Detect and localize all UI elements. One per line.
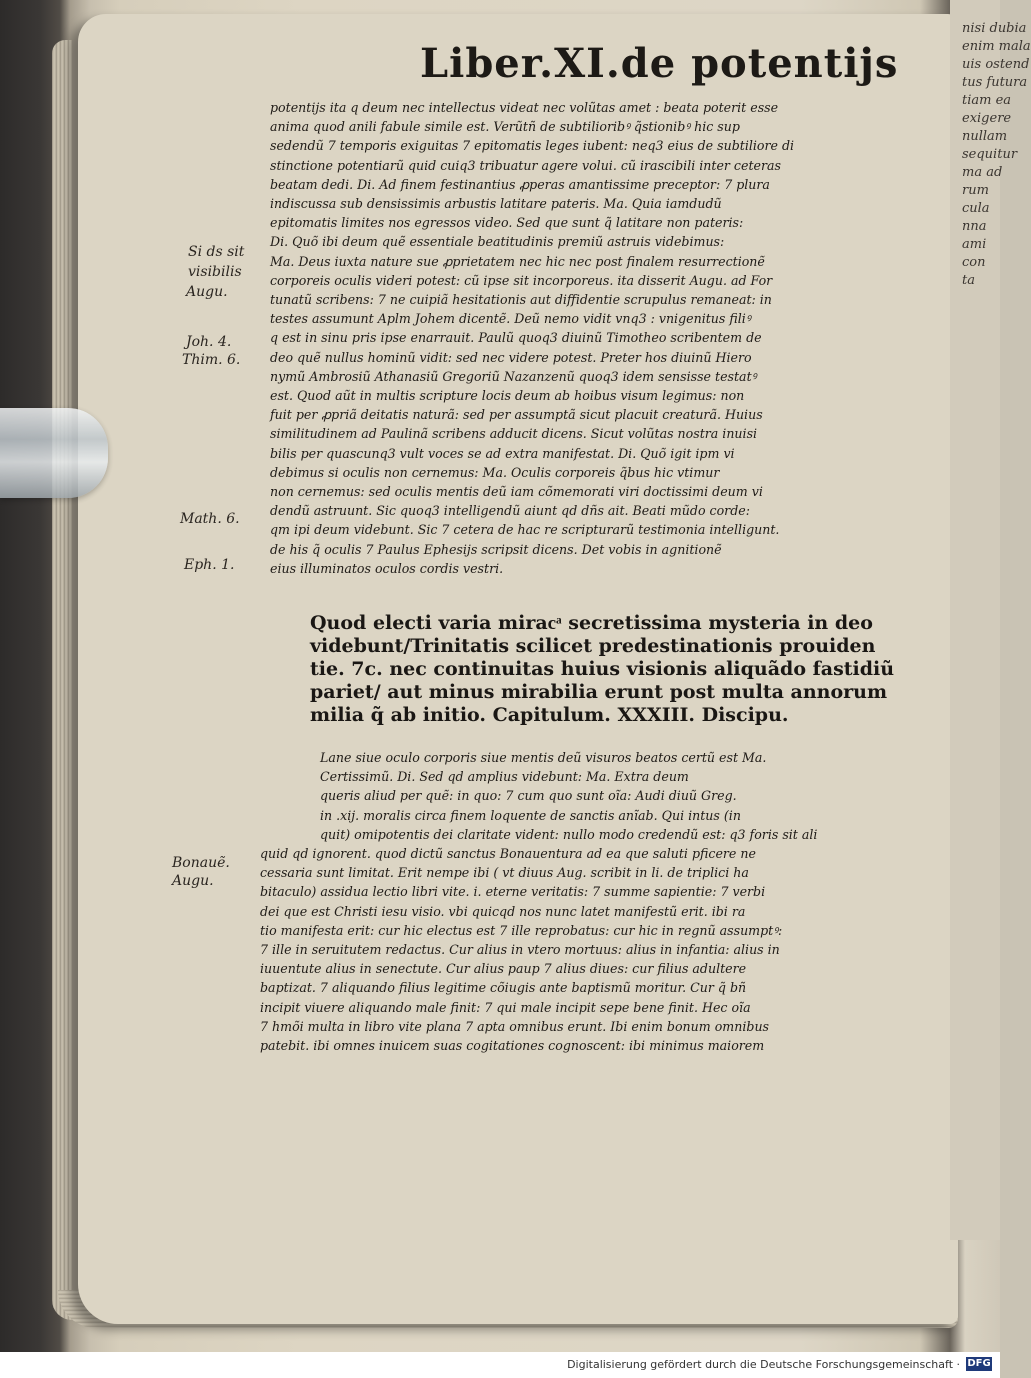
marginal-note: Augu. <box>186 284 228 300</box>
marginal-note: Math. 6. <box>180 511 240 527</box>
facing-page-text: exigere <box>962 111 1012 126</box>
facing-page-text: rum <box>962 183 989 198</box>
funding-credit: Digitalisierung gefördert durch die Deutsche Forschungsgemeinschaft · <box>567 1358 960 1371</box>
text-line: beatam dedi. Di. Ad finem festinantius ꝓperas amantissime preceptor: 7 plura <box>270 176 770 192</box>
facing-page-text: tiam ea <box>962 93 1012 108</box>
marginal-note: Thim. 6. <box>182 352 241 368</box>
text-line: debimus si oculis non cernemus: Ma. Oculis corporeis q̃bus hic vtimur <box>270 464 720 480</box>
text-line: corporeis oculis videri potest: cũ ipse sit incorporeus. ita disserit Augu. ad For <box>270 272 773 288</box>
text-line: tunatũ scribens: 7 ne cuipiã hesitationis aut diffidentie scrupulus remaneat: in <box>270 292 772 308</box>
text-line: Certissimũ. Di. Sed qd amplius videbunt: Ma. Extra deum <box>320 769 689 785</box>
marginal-note: Augu. <box>172 873 214 889</box>
text-line: patebit. ibi omnes inuicem suas cogitationes cognoscent: ibi minimus maiorem <box>260 1038 765 1054</box>
text-line: deo quẽ nullus hominũ vidit: sed nec videre potest. Preter hos diuinũ Hiero <box>270 349 752 365</box>
facing-page-text: nisi dubia <box>962 21 1027 36</box>
dfg-logo: DFG <box>967 1358 991 1369</box>
text-line: videbunt/Trinitatis scilicet predestinationis prouiden <box>310 635 876 657</box>
text-line: non cernemus: sed oculis mentis deũ iam cõmemorati viri doctissimi deum vi <box>270 484 763 500</box>
marginal-note: Si ds sit <box>188 244 245 260</box>
chapter-heading <box>310 612 895 727</box>
text-line: in .xij. moralis circa finem loquente de sanctis anĩab. Qui intus (in <box>320 807 741 823</box>
text-line: quit) omipotentis dei claritate vident: nullo modo credendũ est: q3 foris sit ali <box>320 826 818 842</box>
text-line: testes assumunt Aplm Johem dicentẽ. Deũ nemo vidit vnq3 : vnigenitus filiꝰ <box>270 311 751 327</box>
facing-page-text: enim mala <box>962 39 1031 54</box>
marginal-note: visibilis <box>188 264 242 280</box>
facing-page-text: tus futura <box>962 75 1028 90</box>
text-line: de his q̃ oculis 7 Paulus Ephesijs scripsit dicens. Det vobis in agnitionẽ <box>270 541 722 557</box>
text-line: 7 ille in seruitutem redactus. Cur alius in vtero mortuus: alius in infantia: alius in <box>260 942 780 958</box>
text-line: dendũ astruunt. Sic quoq3 intelligendũ aiunt qd dñs ait. Beati mũdo corde: <box>270 503 750 519</box>
facing-page-fragment <box>950 0 1031 1240</box>
text-line: qm ipi deum videbunt. Sic 7 cetera de hac re scripturarũ testimonia intelligunt. <box>270 522 780 538</box>
facing-page-text: nullam <box>962 129 1008 144</box>
facing-page-text: sequitur <box>962 147 1018 162</box>
footer-bar <box>0 1352 1000 1378</box>
text-line: eius illuminatos oculos cordis vestri. <box>270 560 504 576</box>
text-line: tio manifesta erit: cur hic electus est 7 ille reprobatus: cur hic in regnũ assumptꝰ: <box>260 922 783 938</box>
text-block-lower <box>260 748 870 1055</box>
text-line: Di. Quõ ibi deum quẽ essentiale beatitudinis premiũ astruis videbimus: <box>270 234 725 250</box>
text-line: quid qd ignorent. quod dictũ sanctus Bonauentura ad ea que saluti pficere ne <box>260 846 756 862</box>
text-line: Lane siue oculo corporis siue mentis deũ visuros beatos certũ est Ma. <box>320 750 767 765</box>
facing-page-text: ami <box>962 237 987 252</box>
facing-page-text: uis ostend <box>962 57 1030 72</box>
page-stack-left-edge <box>52 40 72 1320</box>
text-line: incipit viuere aliquando male finit: 7 qui male incipit sepe bene finit. Hec oĩa <box>260 999 751 1015</box>
text-line: queris aliud per quẽ: in quo: 7 cum quo sunt oĩa: Audi diuũ Greg. <box>320 788 737 804</box>
facing-page-text: cula <box>962 201 990 216</box>
text-line: baptizat. 7 aliquando filius legitime cõiugis ante baptismũ moritur. Cur q̃ bñ <box>260 980 747 996</box>
text-line: iuuentute alius in senectute. Cur alius paup 7 alius diues: cur filius adultere <box>260 961 747 977</box>
facing-page-text: ta <box>962 273 975 288</box>
text-line: epitomatis limites nos egressos video. Sed que sunt q̃ latitare non pateris: <box>270 215 744 231</box>
text-line: Quod electi varia miracͣ secretissima mysteria in deo <box>310 612 873 634</box>
text-line: tie. 7c. nec continuitas huius visionis aliquãdo fastidiũ <box>310 658 895 680</box>
facing-page-text: con <box>962 255 986 270</box>
text-line: similitudinem ad Paulinã scribens adducit dicens. Sicut volũtas nostra inuisi <box>270 426 758 442</box>
text-line: stinctione potentiarũ quid cuiq3 tribuatur agere volui. cũ irascibili inter ceteras <box>270 157 781 173</box>
text-block-upper <box>270 98 870 578</box>
text-line: q est in sinu pris ipse enarrauit. Paulũ quoq3 diuinũ Timotheo scribentem de <box>270 330 762 346</box>
text-line: pariet/ aut minus mirabilia erunt post multa annorum <box>310 681 888 703</box>
text-line: cessaria sunt limitat. Erit nempe ibi ( vt diuus Aug. scribit in li. de triplici ha <box>260 865 749 881</box>
text-line: 7 hmõi multa in libro vite plana 7 apta omnibus erunt. Ibi enim bonum omnibus <box>260 1018 770 1034</box>
marginal-note: Bonauẽ. <box>172 855 230 871</box>
text-line: Ma. Deus iuxta nature sue ꝓprietatem nec hic nec post finalem resurrectionẽ <box>270 253 765 269</box>
marginal-note: Eph. 1. <box>184 557 235 573</box>
page-clip <box>0 408 108 498</box>
text-line: dei que est Christi iesu visio. vbi quicqd nos nunc latet manifestũ erit. ibi ra <box>260 903 746 919</box>
text-line: nymũ Ambrosiũ Athanasiũ Gregoriũ Nazanzenũ quoq3 idem sensisse testatꝰ <box>270 368 757 384</box>
text-line: indiscussa sub densissimis arbustis latitare pateris. Ma. Quia iamdudũ <box>270 196 722 212</box>
text-line: est. Quod aũt in multis scripture locis deum ab hoibus visum legimus: non <box>270 388 745 404</box>
text-line: milia q̃ ab initio. Capitulum. XXXIII. Discipu. <box>310 704 789 726</box>
text-line: potentijs ita q deum nec intellectus videat nec volũtas amet : beata poterit esse <box>270 100 779 115</box>
text-line: fuit per ꝓpriã deitatis naturã: sed per assumptã sicut placuit creaturã. Huius <box>270 407 763 423</box>
running-head: Liber.XI.de potentijs <box>420 40 899 87</box>
text-line: anima quod anili fabule simile est. Verũtñ de subtilioribꝰ q̃stionibꝰ hic sup <box>270 119 740 135</box>
facing-page-text: ma ad <box>962 165 1003 180</box>
marginal-note: Joh. 4. <box>186 334 232 350</box>
facing-page-text: nna <box>962 219 987 234</box>
text-line: bitaculo) assidua lectio libri vite. i. eterne veritatis: 7 summe sapientie: 7 verbi <box>260 884 766 900</box>
text-line: sedendũ 7 temporis exiguitas 7 epitomatis leges iubent: neq3 eius de subtiliore di <box>270 138 795 154</box>
text-line: bilis per quascunq3 vult voces se ad extra manifestat. Di. Quõ igit ipm vi <box>270 445 735 461</box>
